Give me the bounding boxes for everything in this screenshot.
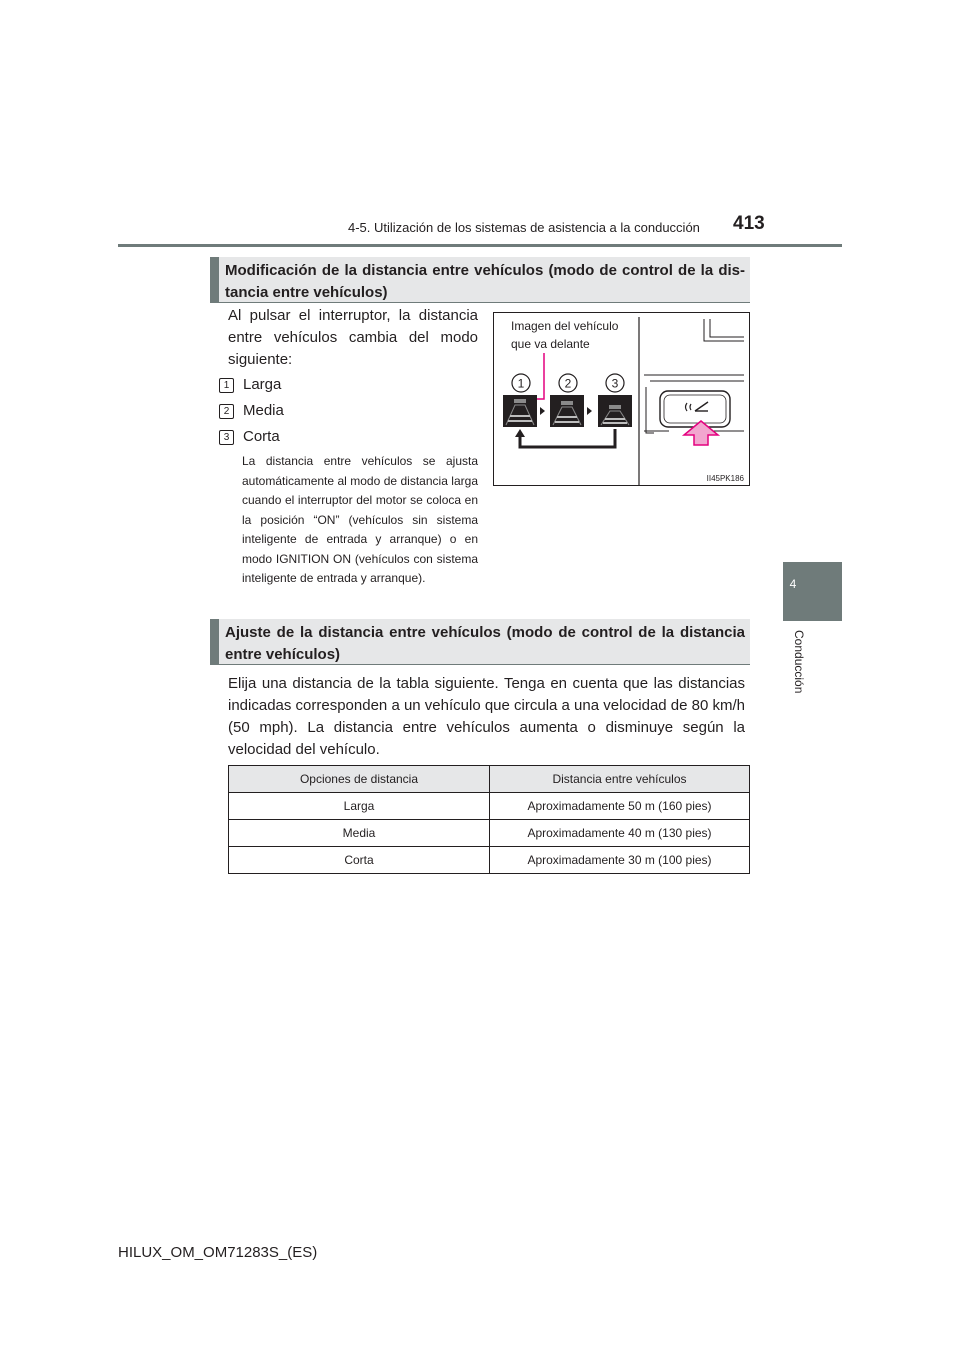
chapter-tab-label-text: Conducción: [792, 630, 806, 694]
intro-paragraph: [228, 305, 478, 371]
document-code: HILUX_OM_OM71283S_(ES): [118, 1244, 318, 1261]
section-heading-underline: [210, 664, 750, 665]
steering-switch-panel: [644, 319, 744, 433]
chapter-tab-label: [772, 630, 812, 700]
intro-line: siguiente:: [228, 351, 293, 368]
table-cell: Aproximadamente 30 m (100 pies): [490, 847, 750, 874]
arrow-right-icon: [587, 407, 592, 415]
list-item: [219, 375, 281, 395]
page-number: 413: [733, 213, 765, 234]
distance-switch-diagram: [494, 313, 749, 485]
intro-line: Al pulsar el interruptor, la distancia: [228, 307, 478, 324]
figure-caption: que va delante: [511, 337, 590, 351]
illustration-figure: [493, 312, 750, 486]
distance-table: [228, 765, 750, 874]
section-heading: Ajuste de la distancia entre vehículos (modo de control de la distancia entre vehículos): [225, 624, 745, 663]
section-heading-underline: [210, 302, 750, 303]
table-cell: Corta: [229, 847, 490, 874]
display-panel-short: [598, 395, 632, 427]
step-circle-number: 1: [517, 376, 525, 391]
table-cell: Aproximadamente 50 m (160 pies): [490, 793, 750, 820]
option-label: Media: [243, 402, 284, 419]
table-header-cell: Distancia entre vehículos: [490, 766, 750, 793]
table-header-cell: Opciones de distancia: [229, 766, 490, 793]
table-cell: Aproximadamente 40 m (130 pies): [490, 820, 750, 847]
arrow-up-icon: [515, 429, 525, 437]
option-label: Corta: [243, 428, 280, 445]
section-heading-box: [210, 619, 750, 665]
pointer-line: [534, 353, 544, 399]
list-item: [219, 427, 280, 447]
display-panel-long: [503, 395, 537, 427]
cycle-return-arrow: [520, 429, 615, 447]
step-circle-number: 2: [564, 376, 572, 391]
option-label: Larga: [243, 376, 282, 393]
running-header: 4-5. Utilización de los sistemas de asistencia a la conducción: [348, 220, 700, 235]
table-cell: Larga: [229, 793, 490, 820]
figure-code: II45PK186: [706, 474, 744, 483]
step-number-badge: 2: [219, 404, 234, 419]
step-circle-number: 3: [611, 376, 619, 391]
note-paragraph: La distancia entre vehículos se ajusta automáticamente al modo de distancia larga cuando el interruptor del motor se coloca en la posición “ON” (vehículos sin sistema inteligente de entrada y arranque) o en modo IGNITION ON (vehículos con sistema inteligente de entrada y arranque).: [242, 454, 478, 585]
header-rule: [118, 244, 842, 247]
display-panel-medium: [550, 395, 584, 427]
section-heading: Modificación de la distancia entre vehículos (modo de control de la dis-tancia entre vehículos): [225, 262, 745, 301]
intro-line: entre vehículos cambia del modo: [228, 329, 478, 346]
table-row: [229, 820, 750, 847]
chapter-tab-number: 4: [789, 577, 797, 591]
step-number-badge: 3: [219, 430, 234, 445]
chapter-tab: [783, 562, 842, 621]
table-row: [229, 847, 750, 874]
body-paragraph: Elija una distancia de la tabla siguiente. Tenga en cuenta que las distancias indicadas corresponden a un vehículo que circula a una velocidad de 80 km/h (50 mph). La distancia entre vehículos aumenta o disminuye según la velocidad del vehículo.: [228, 675, 746, 758]
arrow-right-icon: [540, 407, 545, 415]
section-heading-box: [210, 257, 750, 303]
figure-caption: Imagen del vehículo: [511, 319, 619, 333]
list-item: [219, 401, 284, 421]
table-header-row: [229, 766, 750, 793]
table-cell: Media: [229, 820, 490, 847]
table-row: [229, 793, 750, 820]
step-number-badge: 1: [219, 378, 234, 393]
